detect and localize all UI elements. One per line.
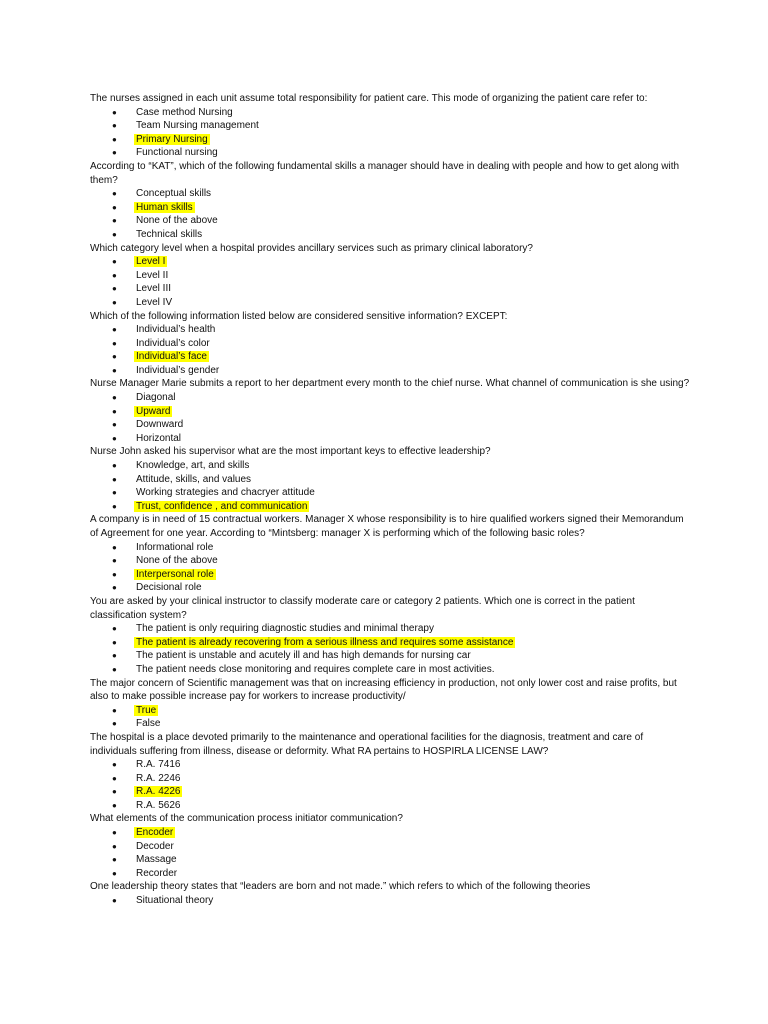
option-text: Informational role (136, 541, 214, 553)
option-item (90, 853, 690, 867)
option-item (90, 282, 690, 296)
bullet-icon: ● (112, 284, 117, 294)
option-text: Situational theory (136, 895, 214, 907)
question-text: Nurse John asked his supervisor what are the most important keys to effective leadership? (90, 446, 491, 458)
option-item (90, 541, 690, 555)
question-block (90, 310, 690, 378)
option-text: R.A. 2246 (136, 772, 181, 784)
option-item (90, 432, 690, 446)
option-text: Level IV (136, 296, 173, 308)
highlighted-answer: Encoder (136, 827, 174, 839)
question-block (90, 812, 690, 880)
bullet-icon: ● (112, 773, 117, 783)
highlighted-answer: Trust, confidence , and communication (136, 500, 308, 512)
option-text: Level III (136, 283, 172, 295)
bullet-icon: ● (112, 569, 117, 579)
question-text: According to “KAT”, which of the following fundamental skills a manager should have in dealing with people and how to get along with them? (90, 160, 680, 186)
option-item (90, 106, 690, 120)
option-item (90, 133, 690, 147)
option-text: The patient is only requiring diagnostic studies and minimal therapy (136, 623, 434, 635)
option-list (90, 106, 690, 160)
option-list (90, 894, 690, 908)
question-block (90, 880, 690, 907)
option-item (90, 581, 690, 595)
bullet-icon: ● (112, 637, 117, 647)
bullet-icon: ● (112, 406, 117, 416)
bullet-icon: ● (112, 202, 117, 212)
option-item (90, 486, 690, 500)
option-text: Individual’s health (136, 324, 216, 336)
option-text: Decoder (136, 840, 174, 852)
option-item (90, 296, 690, 310)
option-item (90, 337, 690, 351)
bullet-icon: ● (112, 365, 117, 375)
question-text: The hospital is a place devoted primarily to the maintenance and operational facilities for the diagnosis, treatment and care of individuals suffering from illness, disease or deformity. What RA pertains to HOSPIRLA LICENSE LAW? (90, 731, 644, 757)
bullet-icon: ● (112, 664, 117, 674)
option-item (90, 663, 690, 677)
option-text: Knowledge, art, and skills (136, 460, 250, 472)
option-item (90, 500, 690, 514)
option-text: Functional nursing (136, 147, 218, 159)
question-text: Which of the following information listed below are considered sensitive information? EXCEPT: (90, 310, 508, 322)
option-item (90, 867, 690, 881)
bullet-icon: ● (112, 257, 117, 267)
option-text: Level II (136, 269, 169, 281)
option-text: Individual’s gender (136, 364, 220, 376)
highlighted-answer: The patient is already recovering from a serious illness and requires some assistance (136, 636, 514, 648)
bullet-icon: ● (112, 461, 117, 471)
option-text: Working strategies and chacryer attitude (136, 487, 315, 499)
option-item (90, 473, 690, 487)
option-text: Individual’s color (136, 337, 210, 349)
question-block (90, 377, 690, 445)
question-block (90, 513, 690, 595)
option-list (90, 541, 690, 595)
option-item (90, 418, 690, 432)
question-block (90, 445, 690, 513)
bullet-icon: ● (112, 583, 117, 593)
bullet-icon: ● (112, 216, 117, 226)
question-text: Nurse Manager Marie submits a report to her department every month to the chief nurse. What channel of communication is she using? (90, 378, 690, 390)
question-text: What elements of the communication process initiator communication? (90, 813, 403, 825)
option-text: None of the above (136, 555, 218, 567)
bullet-icon: ● (112, 229, 117, 239)
question-text: The major concern of Scientific management was that on increasing efficiency in production, not only lower cost and raise profits, but also to make possible increase pay for workers to increase productivity/ (90, 677, 677, 703)
highlighted-answer: True (136, 704, 157, 716)
bullet-icon: ● (112, 719, 117, 729)
bullet-icon: ● (112, 542, 117, 552)
option-item (90, 119, 690, 133)
option-item (90, 554, 690, 568)
option-list (90, 255, 690, 309)
highlighted-answer: Upward (136, 405, 171, 417)
question-block (90, 92, 690, 160)
highlighted-answer: Level I (136, 256, 166, 268)
document-body (90, 92, 690, 908)
option-text: R.A. 7416 (136, 759, 181, 771)
option-text: Downward (136, 419, 184, 431)
option-text: Recorder (136, 867, 178, 879)
option-item (90, 269, 690, 283)
option-item (90, 228, 690, 242)
option-item (90, 758, 690, 772)
option-item (90, 350, 690, 364)
question-text: You are asked by your clinical instructor to classify moderate care or category 2 patients. Which one is correct in the patient classification system? (90, 595, 635, 621)
bullet-icon: ● (112, 474, 117, 484)
option-item (90, 214, 690, 228)
option-text: Horizontal (136, 432, 182, 444)
option-item (90, 323, 690, 337)
bullet-icon: ● (112, 787, 117, 797)
option-text: The patient is unstable and acutely ill and has high demands for nursing car (136, 650, 471, 662)
highlighted-answer: R.A. 4226 (136, 786, 181, 798)
question-block (90, 677, 690, 731)
bullet-icon: ● (112, 352, 117, 362)
option-item (90, 636, 690, 650)
option-item (90, 622, 690, 636)
option-list (90, 826, 690, 880)
question-text: Which category level when a hospital provides ancillary services such as primary clinical laboratory? (90, 242, 533, 254)
bullet-icon: ● (112, 134, 117, 144)
option-list (90, 187, 690, 241)
option-text: Conceptual skills (136, 188, 212, 200)
bullet-icon: ● (112, 501, 117, 511)
option-item (90, 799, 690, 813)
bullet-icon: ● (112, 270, 117, 280)
option-text: The patient needs close monitoring and requires complete care in most activities. (136, 663, 495, 675)
option-list (90, 459, 690, 513)
option-list (90, 323, 690, 377)
option-item (90, 405, 690, 419)
option-item (90, 201, 690, 215)
option-item (90, 391, 690, 405)
option-item (90, 894, 690, 908)
option-text: Case method Nursing (136, 106, 233, 118)
option-item (90, 840, 690, 854)
highlighted-answer: Individual’s face (136, 351, 207, 363)
option-item (90, 785, 690, 799)
question-block (90, 242, 690, 310)
highlighted-answer: Primary Nursing (136, 133, 208, 145)
bullet-icon: ● (112, 556, 117, 566)
option-list (90, 758, 690, 812)
question-text: A company is in need of 15 contractual workers. Manager X whose responsibility is to hire qualified workers signed their Memorandum of Agreement for one year. According to “Mintsberg: manager X is performing which of the following basic roles? (90, 514, 684, 539)
bullet-icon: ● (112, 325, 117, 335)
option-text: Technical skills (136, 228, 203, 240)
option-item (90, 826, 690, 840)
option-list (90, 391, 690, 445)
bullet-icon: ● (112, 121, 117, 131)
option-text: Massage (136, 854, 177, 866)
option-text: Team Nursing management (136, 120, 259, 132)
bullet-icon: ● (112, 433, 117, 443)
question-block (90, 731, 690, 813)
bullet-icon: ● (112, 800, 117, 810)
option-text: Diagonal (136, 392, 176, 404)
option-item (90, 649, 690, 663)
option-item (90, 187, 690, 201)
question-text: One leadership theory states that “leaders are born and not made.” which refers to which of the following theories (90, 881, 591, 893)
bullet-icon: ● (112, 189, 117, 199)
option-text: Decisional role (136, 582, 202, 594)
highlighted-answer: Human skills (136, 201, 193, 213)
bullet-icon: ● (112, 338, 117, 348)
bullet-icon: ● (112, 107, 117, 117)
bullet-icon: ● (112, 841, 117, 851)
bullet-icon: ● (112, 705, 117, 715)
bullet-icon: ● (112, 488, 117, 498)
bullet-icon: ● (112, 148, 117, 158)
option-item (90, 146, 690, 160)
option-text: False (136, 718, 161, 730)
bullet-icon: ● (112, 868, 117, 878)
option-list (90, 622, 690, 676)
bullet-icon: ● (112, 651, 117, 661)
option-item (90, 255, 690, 269)
bullet-icon: ● (112, 297, 117, 307)
bullet-icon: ● (112, 855, 117, 865)
bullet-icon: ● (112, 624, 117, 634)
option-text: R.A. 5626 (136, 799, 181, 811)
bullet-icon: ● (112, 896, 117, 906)
highlighted-answer: Interpersonal role (136, 568, 214, 580)
bullet-icon: ● (112, 828, 117, 838)
question-block (90, 160, 690, 242)
question-text: The nurses assigned in each unit assume total responsibility for patient care. This mode of organizing the patient care refer to: (90, 93, 648, 104)
option-item (90, 772, 690, 786)
option-item (90, 717, 690, 731)
option-item (90, 568, 690, 582)
option-list (90, 704, 690, 731)
option-item (90, 459, 690, 473)
bullet-icon: ● (112, 420, 117, 430)
option-item (90, 704, 690, 718)
question-block (90, 595, 690, 677)
option-item (90, 364, 690, 378)
bullet-icon: ● (112, 760, 117, 770)
option-text: None of the above (136, 215, 218, 227)
option-text: Attitude, skills, and values (136, 473, 252, 485)
bullet-icon: ● (112, 393, 117, 403)
